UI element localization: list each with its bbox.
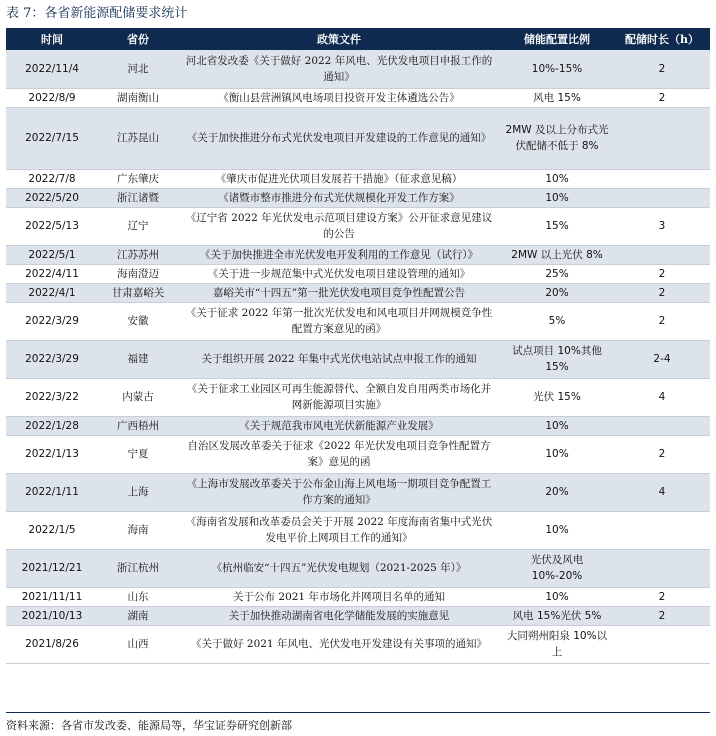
cell-storage-hours: 2	[614, 587, 710, 606]
cell-storage-ratio: 2MW 以上光伏 8%	[500, 245, 614, 264]
cell-policy-doc: 《关于加快推进全市光伏发电开发利用的工作意见（试行）》	[178, 245, 500, 264]
cell-policy-doc: 《关于加快推进分布式光伏发电项目开发建设的工作意见的通知》	[178, 107, 500, 169]
cell-storage-hours	[614, 625, 710, 663]
cell-policy-doc: 《衡山县营洲镇风电场项目投资开发主体遴选公告》	[178, 88, 500, 107]
cell-province: 湖南	[98, 606, 178, 625]
header-row	[6, 28, 710, 50]
cell-policy-doc: 《关于征求 2022 年第一批次光伏发电和风电项目并网规模竞争性配置方案意见的函》	[178, 302, 500, 340]
table-row	[6, 473, 710, 511]
cell-province: 安徽	[98, 302, 178, 340]
cell-storage-hours: 2-4	[614, 340, 710, 378]
cell-storage-hours	[614, 416, 710, 435]
table-row	[6, 169, 710, 188]
table-row	[6, 378, 710, 416]
cell-date: 2022/3/22	[6, 378, 98, 416]
cell-policy-doc: 嘉峪关市“十四五”第一批光伏发电项目竞争性配置公告	[178, 283, 500, 302]
cell-policy-doc: 河北省发改委《关于做好 2022 年风电、光伏发电项目申报工作的通知》	[178, 50, 500, 88]
table-row	[6, 50, 710, 88]
cell-storage-ratio: 大同朔州阳泉 10%以上	[500, 625, 614, 663]
cell-storage-ratio: 10%	[500, 416, 614, 435]
cell-storage-ratio: 试点项目 10%其他 15%	[500, 340, 614, 378]
cell-storage-ratio: 10%	[500, 169, 614, 188]
cell-storage-hours: 2	[614, 283, 710, 302]
cell-storage-ratio: 10%-15%	[500, 50, 614, 88]
header-storage-hours: 配储时长（h）	[614, 28, 710, 50]
cell-policy-doc: 《关于征求工业园区可再生能源替代、全额自发自用两类市场化并网新能源项目实施》	[178, 378, 500, 416]
cell-province: 上海	[98, 473, 178, 511]
cell-policy-doc: 关于组织开展 2022 年集中式光伏电站试点申报工作的通知	[178, 340, 500, 378]
table-row	[6, 88, 710, 107]
cell-date: 2022/3/29	[6, 302, 98, 340]
table-row	[6, 245, 710, 264]
cell-storage-ratio: 20%	[500, 473, 614, 511]
cell-date: 2022/5/20	[6, 188, 98, 207]
table-row	[6, 302, 710, 340]
cell-policy-doc: 关于公布 2021 年市场化并网项目名单的通知	[178, 587, 500, 606]
cell-date: 2021/11/11	[6, 587, 98, 606]
source-note: 资料来源：各省市发改委、能源局等，华宝证券研究创新部	[6, 712, 710, 733]
cell-province: 海南	[98, 511, 178, 549]
cell-date: 2021/8/26	[6, 625, 98, 663]
cell-policy-doc: 《关于规范我市风电光伏新能源产业发展》	[178, 416, 500, 435]
cell-province: 湖南衡山	[98, 88, 178, 107]
cell-date: 2022/3/29	[6, 340, 98, 378]
cell-storage-ratio: 25%	[500, 264, 614, 283]
table-row	[6, 587, 710, 606]
table-row	[6, 283, 710, 302]
cell-policy-doc: 《上海市发展改革委关于公布金山海上风电场一期项目竞争配置工作方案的通知》	[178, 473, 500, 511]
cell-storage-hours	[614, 511, 710, 549]
cell-storage-ratio: 10%	[500, 188, 614, 207]
table-row	[6, 107, 710, 169]
table-row	[6, 416, 710, 435]
cell-storage-hours	[614, 549, 710, 587]
cell-province: 甘肃嘉峪关	[98, 283, 178, 302]
cell-policy-doc: 《杭州临安“十四五”光伏发电规划（2021-2025 年）》	[178, 549, 500, 587]
cell-policy-doc: 《诸暨市整市推进分布式光伏规模化开发工作方案》	[178, 188, 500, 207]
cell-province: 内蒙古	[98, 378, 178, 416]
cell-storage-hours: 3	[614, 207, 710, 245]
cell-date: 2022/7/15	[6, 107, 98, 169]
cell-date: 2022/1/13	[6, 435, 98, 473]
cell-storage-ratio: 10%	[500, 587, 614, 606]
table-row	[6, 435, 710, 473]
header-province: 省份	[98, 28, 178, 50]
header-storage-ratio: 储能配置比例	[500, 28, 614, 50]
cell-province: 山西	[98, 625, 178, 663]
cell-province: 浙江杭州	[98, 549, 178, 587]
cell-date: 2022/1/28	[6, 416, 98, 435]
policy-table	[6, 28, 710, 664]
header-date: 时间	[6, 28, 98, 50]
cell-policy-doc: 《关于进一步规范集中式光伏发电项目建设管理的通知》	[178, 264, 500, 283]
cell-storage-ratio: 20%	[500, 283, 614, 302]
cell-date: 2022/1/5	[6, 511, 98, 549]
cell-storage-hours: 2	[614, 435, 710, 473]
cell-date: 2022/11/4	[6, 50, 98, 88]
table-row	[6, 264, 710, 283]
cell-province: 江苏苏州	[98, 245, 178, 264]
cell-storage-ratio: 5%	[500, 302, 614, 340]
cell-date: 2022/8/9	[6, 88, 98, 107]
cell-province: 辽宁	[98, 207, 178, 245]
cell-storage-hours	[614, 169, 710, 188]
cell-province: 广东肇庆	[98, 169, 178, 188]
table-title: 表 7：各省新能源配储要求统计	[6, 6, 188, 21]
cell-storage-hours: 2	[614, 88, 710, 107]
cell-policy-doc: 《海南省发展和改革委员会关于开展 2022 年度海南省集中式光伏发电平价上网项目工作的通知》	[178, 511, 500, 549]
table-row	[6, 625, 710, 663]
cell-policy-doc: 《肇庆市促进光伏项目发展若干措施》（征求意见稿）	[178, 169, 500, 188]
header-policy-doc: 政策文件	[178, 28, 500, 50]
cell-storage-hours	[614, 188, 710, 207]
table-row	[6, 549, 710, 587]
cell-storage-ratio: 10%	[500, 435, 614, 473]
cell-province: 江苏昆山	[98, 107, 178, 169]
cell-province: 福建	[98, 340, 178, 378]
cell-storage-ratio: 光伏 15%	[500, 378, 614, 416]
cell-storage-ratio: 光伏及风电 10%-20%	[500, 549, 614, 587]
cell-storage-ratio: 10%	[500, 511, 614, 549]
cell-policy-doc: 《辽宁省 2022 年光伏发电示范项目建设方案》公开征求意见建议的公告	[178, 207, 500, 245]
cell-storage-hours: 2	[614, 606, 710, 625]
cell-policy-doc: 自治区发展改革委关于征求《2022 年光伏发电项目竞争性配置方案》意见的函	[178, 435, 500, 473]
cell-storage-hours	[614, 245, 710, 264]
cell-storage-ratio: 2MW 及以上分布式光伏配储不低于 8%	[500, 107, 614, 169]
cell-policy-doc: 《关于做好 2021 年风电、光伏发电开发建设有关事项的通知》	[178, 625, 500, 663]
cell-province: 山东	[98, 587, 178, 606]
cell-storage-hours: 4	[614, 378, 710, 416]
cell-date: 2021/12/21	[6, 549, 98, 587]
cell-policy-doc: 关于加快推动湖南省电化学储能发展的实施意见	[178, 606, 500, 625]
cell-province: 浙江诸暨	[98, 188, 178, 207]
cell-storage-hours: 2	[614, 302, 710, 340]
cell-date: 2022/7/8	[6, 169, 98, 188]
cell-date: 2022/1/11	[6, 473, 98, 511]
cell-province: 广西梧州	[98, 416, 178, 435]
cell-storage-hours: 4	[614, 473, 710, 511]
table-row	[6, 207, 710, 245]
table-row	[6, 188, 710, 207]
cell-storage-ratio: 风电 15%光伏 5%	[500, 606, 614, 625]
cell-province: 河北	[98, 50, 178, 88]
cell-province: 宁夏	[98, 435, 178, 473]
cell-date: 2022/4/11	[6, 264, 98, 283]
cell-storage-hours	[614, 107, 710, 169]
table-row	[6, 340, 710, 378]
cell-storage-ratio: 风电 15%	[500, 88, 614, 107]
cell-date: 2022/4/1	[6, 283, 98, 302]
cell-date: 2022/5/13	[6, 207, 98, 245]
table-row	[6, 606, 710, 625]
cell-storage-ratio: 15%	[500, 207, 614, 245]
cell-storage-hours: 2	[614, 50, 710, 88]
cell-storage-hours: 2	[614, 264, 710, 283]
cell-date: 2021/10/13	[6, 606, 98, 625]
table-row	[6, 511, 710, 549]
cell-date: 2022/5/1	[6, 245, 98, 264]
cell-province: 海南澄迈	[98, 264, 178, 283]
